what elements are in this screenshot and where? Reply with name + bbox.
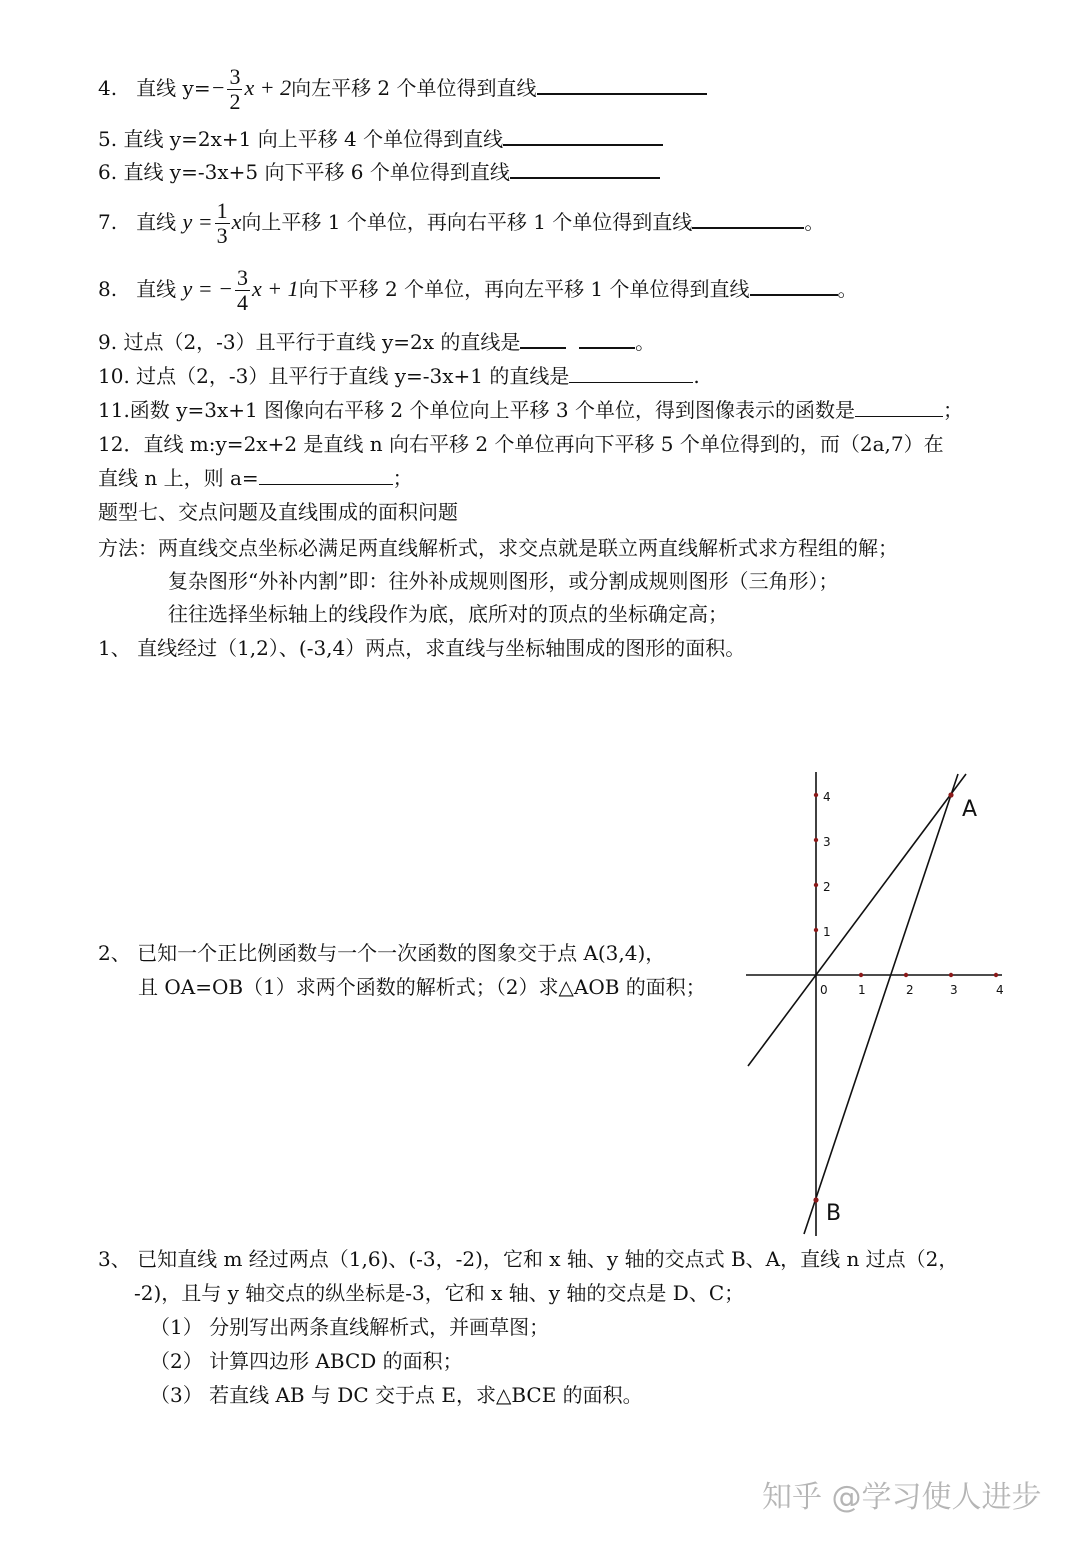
x-tick-dot: [994, 973, 998, 977]
q8-end: 。: [837, 277, 858, 301]
problem-2-line-2: 且 OA=OB（1）求两个函数的解析式；（2）求△AOB 的面积；: [138, 975, 706, 999]
question-7: [98, 196, 824, 248]
x-tick-label: 4: [996, 983, 1004, 997]
method-line-3: 往往选择坐标轴上的线段作为底，底所对的顶点的坐标确定高；: [168, 602, 728, 626]
x-tick-label: 1: [858, 983, 866, 997]
problem-3-sub-2: （2） 计算四边形 ABCD 的面积；: [150, 1349, 463, 1373]
question-6: [98, 159, 660, 185]
q12-answer-blank[interactable]: [259, 466, 393, 485]
q9-text: 9. 过点（2，-3）且平行于直线 y=2x 的直线是: [98, 330, 521, 354]
q11-text: 11.函数 y=3x+1 图像向右平移 2 个单位向上平移 3 个单位，得到图像表示的函数是: [98, 398, 855, 422]
x-tick-label: 3: [950, 983, 958, 997]
q10-end: .: [693, 364, 700, 388]
q8-prefix: 直线: [136, 277, 177, 301]
question-4: [98, 62, 707, 114]
q8-number: 8.: [98, 277, 118, 301]
q7-number: 7.: [98, 210, 118, 234]
problem-3-sub-1: （1） 分别写出两条直线解析式，并画草图；: [150, 1315, 550, 1339]
y-tick-label: 1: [823, 925, 831, 939]
problem-1: 1、 直线经过（1,2）、(-3,4）两点，求直线与坐标轴围成的图形的面积。: [98, 636, 746, 660]
y-tick-dot: [814, 793, 818, 797]
y-tick-label: 2: [823, 880, 831, 894]
q7-prefix: 直线: [136, 210, 177, 234]
q4-minus: −: [210, 75, 226, 100]
watermark: 知乎 @学习使人进步: [762, 1480, 1042, 1515]
point-b: [813, 1197, 818, 1202]
y-tick-label: 4: [823, 790, 831, 804]
q7-fraction: $\frac{1}{3}$: [216, 198, 228, 248]
y-tick-dot: [814, 928, 818, 932]
q10-answer-blank[interactable]: [569, 364, 693, 383]
label-a: A: [962, 797, 978, 822]
q4-expr: x + 2: [244, 75, 292, 100]
q7-lhs: y =: [182, 209, 213, 234]
q4-prefix: 直线 y=: [136, 76, 211, 100]
x-tick-label: 2: [906, 983, 914, 997]
q8-text: 向下平移 2 个单位，再向左平移 1 个单位得到直线: [298, 277, 750, 301]
q4-text: 向左平移 2 个单位得到直线: [291, 76, 537, 100]
q4-fraction: $\frac{3}{2}$: [229, 64, 241, 114]
method-line-1: 方法：两直线交点坐标必满足两直线解析式，求交点就是联立两直线解析式求方程组的解；: [98, 536, 898, 560]
q6-text: 6. 直线 y=-3x+5 向下平移 6 个单位得到直线: [98, 160, 510, 184]
x-tick-dot: [904, 973, 908, 977]
q5-answer-blank[interactable]: [503, 126, 663, 146]
problem-3-line-1: 3、 已知直线 m 经过两点（1,6)、(-3，-2)，它和 x 轴、y 轴的交点式 B、A，直线 n 过点（2，: [98, 1247, 959, 1271]
q11-end: ；: [942, 398, 963, 422]
q7-end: 。: [804, 210, 825, 234]
y-tick-label: 3: [823, 835, 831, 849]
q9-answer-blank-a[interactable]: [520, 329, 566, 349]
problem-3-line-2: -2)，且与 y 轴交点的纵坐标是-3，它和 x 轴、y 轴的交点是 D、C；: [134, 1281, 745, 1305]
y-tick-dot: [814, 883, 818, 887]
q12-text: 直线 n 上，则 a=: [98, 466, 259, 490]
question-8: [98, 263, 858, 315]
q8-fraction: $\frac{3}{4}$: [237, 265, 248, 315]
label-b: B: [826, 1201, 842, 1226]
question-9: [98, 329, 655, 355]
q9-answer-blank-b[interactable]: [579, 329, 635, 349]
q8-expr: x + 1: [252, 276, 299, 301]
question-12-line-2: [98, 465, 413, 491]
q8-lhs: y = −: [182, 276, 233, 301]
q8-answer-blank[interactable]: [750, 276, 838, 296]
question-11: [98, 397, 963, 423]
point-a: [948, 792, 953, 797]
q10-text: 10. 过点（2，-3）且平行于直线 y=-3x+1 的直线是: [98, 364, 570, 388]
q5-text: 5. 直线 y=2x+1 向上平移 4 个单位得到直线: [98, 127, 504, 151]
q6-answer-blank[interactable]: [510, 159, 660, 179]
q9-end: 。: [635, 330, 656, 354]
x-tick-dot: [949, 973, 953, 977]
q7-expr: x: [231, 209, 242, 234]
q4-answer-blank[interactable]: [537, 75, 707, 95]
problem-2-line-1: 2、 已知一个正比例函数与一个一次函数的图象交于点 A(3,4)，: [98, 941, 666, 965]
question-5: [98, 126, 663, 152]
x-tick-dot: [859, 973, 863, 977]
question-12-line-1: 12．直线 m:y=2x+2 是直线 n 向右平移 2 个单位再向下平移 5 个单位得到的，而（2a,7）在: [98, 432, 944, 456]
q7-answer-blank[interactable]: [692, 209, 804, 229]
y-tick-dot: [814, 838, 818, 842]
x-tick-label: 0: [820, 983, 828, 997]
section-title: 题型七、交点问题及直线围成的面积问题: [98, 500, 458, 524]
question-10: [98, 363, 700, 389]
q12-end: ；: [392, 466, 413, 490]
q4-number: 4.: [98, 76, 118, 100]
problem-3-sub-3: （3） 若直线 AB 与 DC 交于点 E，求△BCE 的面积。: [150, 1383, 643, 1407]
method-line-2: 复杂图形“外补内割”即：往外补成规则图形，或分割成规则图形（三角形）；: [168, 569, 839, 593]
q11-answer-blank[interactable]: [855, 398, 943, 417]
line-oa: [748, 774, 966, 1066]
q7-text: 向上平移 1 个单位，再向右平移 1 个单位得到直线: [241, 210, 693, 234]
coordinate-figure: [740, 768, 1010, 1238]
